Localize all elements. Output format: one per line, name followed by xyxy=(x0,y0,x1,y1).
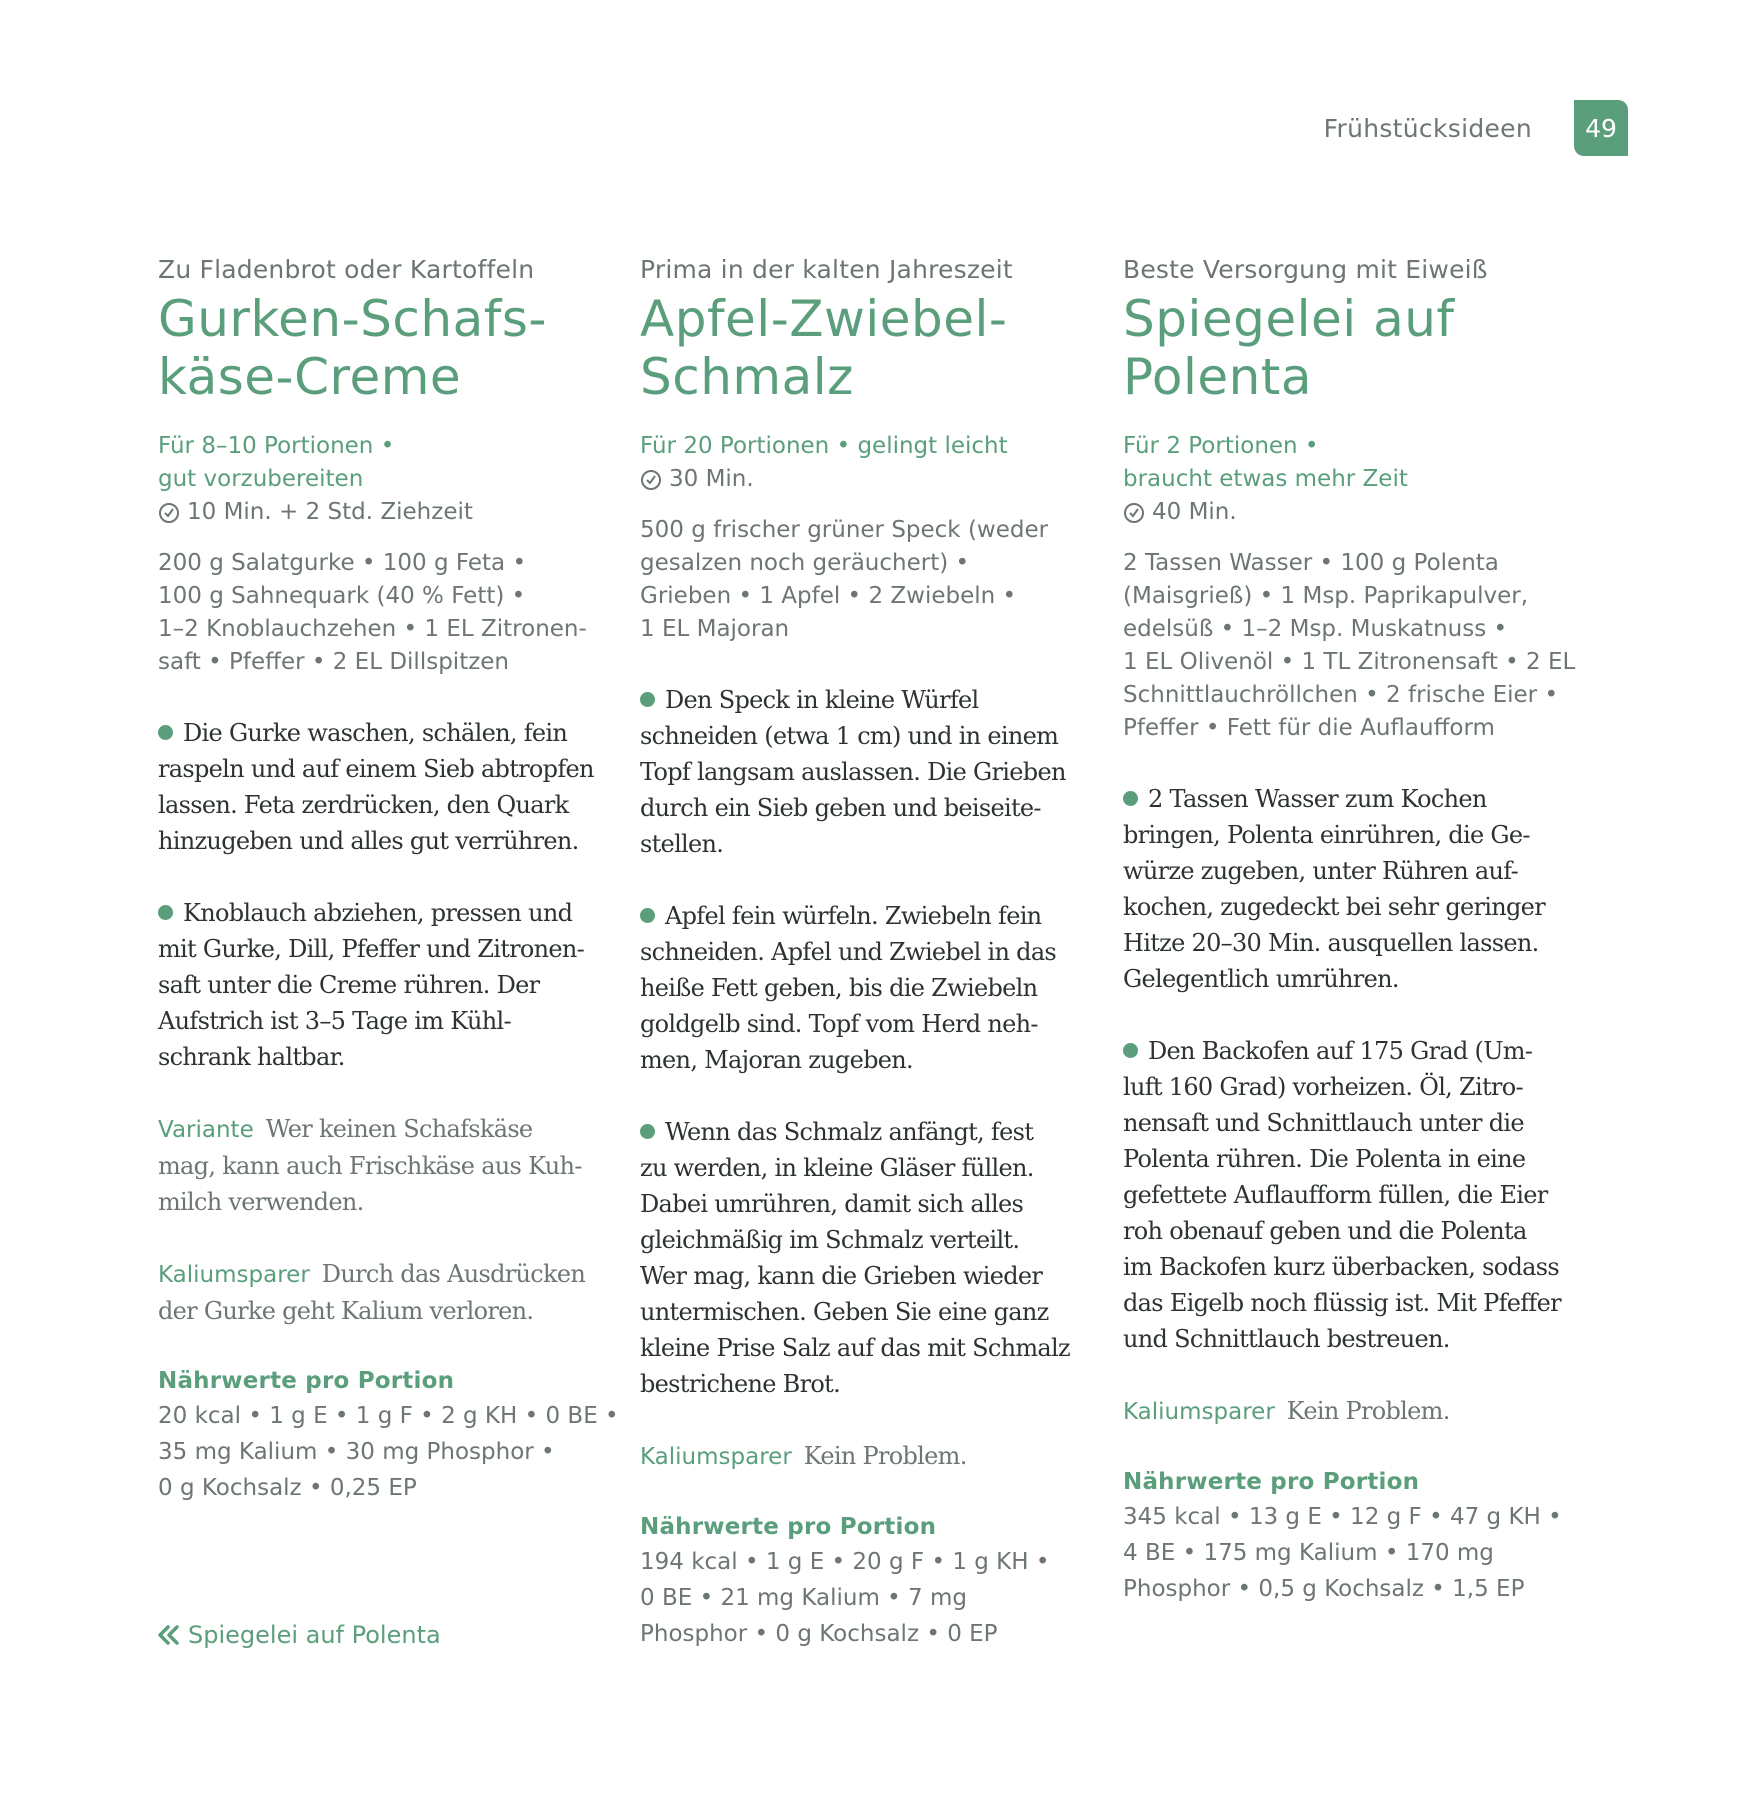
nutrition-values xyxy=(158,1398,619,1506)
prep-time-text: 40 Min. xyxy=(1152,499,1237,525)
recipe-meta xyxy=(158,430,598,529)
note-line xyxy=(158,1256,598,1293)
instruction-text: im Backofen kurz überbacken, sodass xyxy=(1123,1253,1560,1281)
nutrition-line: 345 kcal • 13 g E • 12 g F • 47 g KH • xyxy=(1123,1504,1562,1530)
prep-time-text: 30 Min. xyxy=(669,466,754,492)
instruction-text: Aufstrich ist 3–5 Tage im Kühl- xyxy=(158,1007,511,1035)
recipe-note xyxy=(158,1111,598,1220)
instruction-line xyxy=(158,967,598,1003)
instruction-text: heiße Fett geben, bis die Zwiebeln xyxy=(640,974,1038,1002)
ingredient-line: 500 g frischer grüner Speck (weder xyxy=(640,517,1049,543)
recipe-meta xyxy=(1123,430,1563,529)
instruction-text: Topf langsam auslassen. Die Grieben xyxy=(640,758,1066,786)
note-line xyxy=(158,1111,598,1148)
instruction-line xyxy=(1123,853,1563,889)
instruction-line xyxy=(640,1042,1080,1078)
note-line xyxy=(158,1148,598,1184)
recipe-note xyxy=(1123,1393,1563,1430)
instruction-line xyxy=(158,823,598,859)
instruction-line xyxy=(1123,925,1563,961)
ingredient-line: Grieben • 1 Apfel • 2 Zwiebeln • xyxy=(640,583,1017,609)
instruction-step xyxy=(158,715,598,859)
instruction-text: Dabei umrühren, damit sich alles xyxy=(640,1190,1024,1218)
instruction-line xyxy=(158,931,598,967)
instruction-text: men, Majoran zugeben. xyxy=(640,1046,913,1074)
instruction-step xyxy=(640,898,1080,1078)
instruction-text: Wenn das Schmalz anfängt, fest xyxy=(665,1118,1034,1146)
instruction-text: luft 160 Grad) vorheizen. Öl, Zitro- xyxy=(1123,1073,1523,1101)
clock-icon xyxy=(158,502,180,524)
instruction-text: mit Gurke, Dill, Pfeffer und Zitronen- xyxy=(158,935,585,963)
instruction-text: das Eigelb noch flüssig ist. Mit Pfeffer xyxy=(1123,1289,1561,1317)
prep-time xyxy=(640,463,1080,496)
recipe-title-line: Spiegelei auf xyxy=(1123,290,1455,348)
section-title: Frühstücksideen xyxy=(1323,113,1532,143)
instruction-text: kleine Prise Salz auf das mit Schmalz xyxy=(640,1334,1070,1362)
ingredient-line: 1–2 Knoblauchzehen • 1 EL Zitronen- xyxy=(158,616,587,642)
instruction-line xyxy=(158,787,598,823)
recipe-column xyxy=(640,253,1080,1652)
ingredient-line: Pfeffer • Fett für die Auflaufform xyxy=(1123,715,1495,741)
instruction-line xyxy=(640,1366,1080,1402)
instruction-text: Knoblauch abziehen, pressen und xyxy=(183,899,573,927)
instruction-text: würze zugeben, unter Rühren auf- xyxy=(1123,857,1519,885)
recipe-note xyxy=(158,1256,598,1329)
instruction-line xyxy=(640,898,1080,934)
recipe-meta-line: Für 8–10 Portionen • xyxy=(158,433,395,459)
note-text: mag, kann auch Frischkäse aus Kuh- xyxy=(158,1152,582,1180)
instruction-line xyxy=(1123,1285,1563,1321)
ingredient-line: 1 EL Olivenöl • 1 TL Zitronensaft • 2 EL xyxy=(1123,649,1576,675)
instruction-line xyxy=(640,1006,1080,1042)
recipe-tagline: Prima in der kalten Jahreszeit xyxy=(640,255,1013,284)
instruction-text: bringen, Polenta einrühren, die Ge- xyxy=(1123,821,1530,849)
ingredient-list xyxy=(158,547,598,679)
instruction-text: raspeln und auf einem Sieb abtropfen xyxy=(158,755,594,783)
nutrition-line: 20 kcal • 1 g E • 1 g F • 2 g KH • 0 BE • xyxy=(158,1403,619,1429)
ingredient-line: edelsüß • 1–2 Msp. Muskatnuss • xyxy=(1123,616,1508,642)
instruction-text: roh obenauf geben und die Polenta xyxy=(1123,1217,1527,1245)
ingredient-list xyxy=(1123,547,1576,745)
page-header xyxy=(1324,100,1628,156)
instruction-text: schneiden (etwa 1 cm) und in einem xyxy=(640,722,1059,750)
instruction-text: gefettete Auflaufform füllen, die Eier xyxy=(1123,1181,1548,1209)
nutrition-heading: Nährwerte pro Portion xyxy=(1123,1469,1420,1495)
nutrition-line: 4 BE • 175 mg Kalium • 170 mg xyxy=(1123,1540,1494,1566)
instruction-steps xyxy=(158,715,619,1506)
note-text: Kein Problem. xyxy=(1286,1397,1450,1425)
instruction-line xyxy=(640,1258,1080,1294)
recipe-title-line: käse-Creme xyxy=(158,348,462,406)
instruction-line xyxy=(158,1039,598,1075)
instruction-text: 2 Tassen Wasser zum Kochen xyxy=(1148,785,1487,813)
instruction-text: Polenta rühren. Die Polenta in eine xyxy=(1123,1145,1526,1173)
instruction-line xyxy=(640,1330,1080,1366)
prep-time xyxy=(1123,496,1563,529)
instruction-line xyxy=(158,715,598,751)
nutrition-heading: Nährwerte pro Portion xyxy=(640,1514,937,1540)
instruction-line xyxy=(640,1114,1080,1150)
ingredient-line: 200 g Salatgurke • 100 g Feta • xyxy=(158,550,527,576)
instruction-line xyxy=(1123,1177,1563,1213)
instruction-line xyxy=(640,754,1080,790)
note-text: Kein Problem. xyxy=(803,1442,967,1470)
recipe-tagline: Beste Versorgung mit Eiweiß xyxy=(1123,255,1488,284)
recipe-column xyxy=(1123,253,1576,1607)
bullet-icon xyxy=(1123,1043,1138,1058)
instruction-line xyxy=(1123,1249,1563,1285)
nutrition-values xyxy=(1123,1499,1563,1607)
recipe-note xyxy=(640,1438,1080,1475)
note-label: Kaliumsparer xyxy=(1123,1399,1275,1425)
instruction-text: kochen, zugedeckt bei sehr geringer xyxy=(1123,893,1545,921)
bullet-icon xyxy=(158,905,173,920)
instruction-line xyxy=(1123,1141,1563,1177)
instruction-text: Gelegentlich umrühren. xyxy=(1123,965,1399,993)
instruction-text: Die Gurke waschen, schälen, fein xyxy=(183,719,568,747)
instruction-line xyxy=(640,826,1080,862)
instruction-text: schneiden. Apfel und Zwiebel in das xyxy=(640,938,1057,966)
note-line xyxy=(158,1293,598,1329)
recipe-column xyxy=(158,253,619,1506)
nutrition-heading: Nährwerte pro Portion xyxy=(158,1368,455,1394)
instruction-text: zu werden, in kleine Gläser füllen. xyxy=(640,1154,1034,1182)
bullet-icon xyxy=(1123,791,1138,806)
note-text: der Gurke geht Kalium verloren. xyxy=(158,1297,534,1325)
recipe-meta-line: Für 20 Portionen • gelingt leicht xyxy=(640,433,1008,459)
ingredient-line: 1 EL Majoran xyxy=(640,616,790,642)
clock-icon xyxy=(1123,502,1145,524)
instruction-text: schrank haltbar. xyxy=(158,1043,345,1071)
recipe-meta-line: braucht etwas mehr Zeit xyxy=(1123,466,1408,492)
instruction-step xyxy=(640,1114,1080,1402)
cross-reference-text: Spiegelei auf Polenta xyxy=(188,1621,441,1649)
recipe-title-line: Polenta xyxy=(1123,348,1313,406)
recipe-meta-line: gut vorzubereiten xyxy=(158,466,364,492)
instruction-text: Hitze 20–30 Min. ausquellen lassen. xyxy=(1123,929,1539,957)
instruction-text: gleichmäßig im Schmalz verteilt. xyxy=(640,1226,1020,1254)
instruction-text: Den Speck in kleine Würfel xyxy=(665,686,979,714)
instruction-line xyxy=(1123,1069,1563,1105)
instruction-text: und Schnittlauch bestreuen. xyxy=(1123,1325,1450,1353)
instruction-line xyxy=(640,1294,1080,1330)
double-chevron-left-icon xyxy=(158,1625,180,1645)
note-line xyxy=(640,1438,1080,1475)
prep-time-text: 10 Min. + 2 Std. Ziehzeit xyxy=(187,499,473,525)
instruction-text: goldgelb sind. Topf vom Herd neh- xyxy=(640,1010,1038,1038)
bullet-icon xyxy=(640,908,655,923)
nutrition-line: Phosphor • 0 g Kochsalz • 0 EP xyxy=(640,1621,998,1647)
cross-reference-link[interactable] xyxy=(158,1621,441,1649)
nutrition-values xyxy=(640,1544,1080,1652)
note-label: Kaliumsparer xyxy=(158,1262,310,1288)
instruction-line xyxy=(1123,1105,1563,1141)
ingredient-line: gesalzen noch geräuchert) • xyxy=(640,550,970,576)
clock-icon xyxy=(640,469,662,491)
nutrition-line: 35 mg Kalium • 30 mg Phosphor • xyxy=(158,1439,555,1465)
note-line xyxy=(158,1184,598,1220)
note-label: Variante xyxy=(158,1117,254,1143)
instruction-text: Apfel fein würfeln. Zwiebeln fein xyxy=(665,902,1042,930)
recipe-title xyxy=(158,290,598,406)
instruction-step xyxy=(158,895,598,1075)
instruction-line xyxy=(640,1150,1080,1186)
instruction-line xyxy=(640,1186,1080,1222)
instruction-line xyxy=(640,718,1080,754)
instruction-line xyxy=(158,895,598,931)
instruction-text: nensaft und Schnittlauch unter die xyxy=(1123,1109,1524,1137)
instruction-line xyxy=(158,1003,598,1039)
page-number-badge: 49 xyxy=(1574,100,1628,156)
instruction-line xyxy=(1123,1213,1563,1249)
ingredient-list xyxy=(640,514,1080,646)
instruction-line xyxy=(1123,817,1563,853)
nutrition-line: Phosphor • 0,5 g Kochsalz • 1,5 EP xyxy=(1123,1576,1525,1602)
instruction-line xyxy=(640,970,1080,1006)
instruction-line xyxy=(1123,961,1563,997)
bullet-icon xyxy=(640,692,655,707)
note-label: Kaliumsparer xyxy=(640,1444,792,1470)
instruction-line xyxy=(1123,889,1563,925)
bullet-icon xyxy=(158,725,173,740)
instruction-line xyxy=(1123,781,1563,817)
recipe-meta-line: Für 2 Portionen • xyxy=(1123,433,1319,459)
recipe-title xyxy=(1123,290,1563,406)
note-line xyxy=(1123,1393,1563,1430)
recipe-title-line: Schmalz xyxy=(640,348,854,406)
instruction-text: untermischen. Geben Sie eine ganz xyxy=(640,1298,1049,1326)
instruction-text: bestrichene Brot. xyxy=(640,1370,840,1398)
instruction-steps xyxy=(1123,781,1563,1607)
recipe-title-line: Apfel-Zwiebel- xyxy=(640,290,1008,348)
instruction-step xyxy=(640,682,1080,862)
recipe-meta xyxy=(640,430,1080,496)
instruction-line xyxy=(640,1222,1080,1258)
recipe-title xyxy=(640,290,1080,406)
instruction-step xyxy=(1123,1033,1563,1357)
nutrition-line: 0 g Kochsalz • 0,25 EP xyxy=(158,1475,417,1501)
instruction-text: durch ein Sieb geben und beiseite- xyxy=(640,794,1041,822)
note-text: Durch das Ausdrücken xyxy=(321,1260,586,1288)
instruction-line xyxy=(640,682,1080,718)
instruction-steps xyxy=(640,682,1080,1652)
ingredient-line: 2 Tassen Wasser • 100 g Polenta xyxy=(1123,550,1499,576)
instruction-line xyxy=(640,790,1080,826)
prep-time xyxy=(158,496,598,529)
ingredient-line: 100 g Sahnequark (40 % Fett) • xyxy=(158,583,526,609)
instruction-text: hinzugeben und alles gut verrühren. xyxy=(158,827,579,855)
instruction-text: Wer mag, kann die Grieben wieder xyxy=(640,1262,1043,1290)
ingredient-line: (Maisgrieß) • 1 Msp. Paprikapulver, xyxy=(1123,583,1529,609)
instruction-text: Den Backofen auf 175 Grad (Um- xyxy=(1148,1037,1533,1065)
recipe-title-line: Gurken-Schafs- xyxy=(158,290,547,348)
note-text: milch verwenden. xyxy=(158,1188,364,1216)
nutrition-line: 0 BE • 21 mg Kalium • 7 mg xyxy=(640,1585,968,1611)
instruction-line xyxy=(158,751,598,787)
bullet-icon xyxy=(640,1124,655,1139)
instruction-text: saft unter die Creme rühren. Der xyxy=(158,971,540,999)
ingredient-line: saft • Pfeffer • 2 EL Dillspitzen xyxy=(158,649,510,675)
recipe-tagline: Zu Fladenbrot oder Kartoffeln xyxy=(158,255,535,284)
nutrition-line: 194 kcal • 1 g E • 20 g F • 1 g KH • xyxy=(640,1549,1050,1575)
note-text: Wer keinen Schafskäse xyxy=(265,1115,533,1143)
instruction-line xyxy=(1123,1321,1563,1357)
instruction-text: stellen. xyxy=(640,830,724,858)
ingredient-line: Schnittlauchröllchen • 2 frische Eier • xyxy=(1123,682,1559,708)
instruction-text: lassen. Feta zerdrücken, den Quark xyxy=(158,791,569,819)
instruction-line xyxy=(640,934,1080,970)
instruction-step xyxy=(1123,781,1563,997)
instruction-line xyxy=(1123,1033,1563,1069)
